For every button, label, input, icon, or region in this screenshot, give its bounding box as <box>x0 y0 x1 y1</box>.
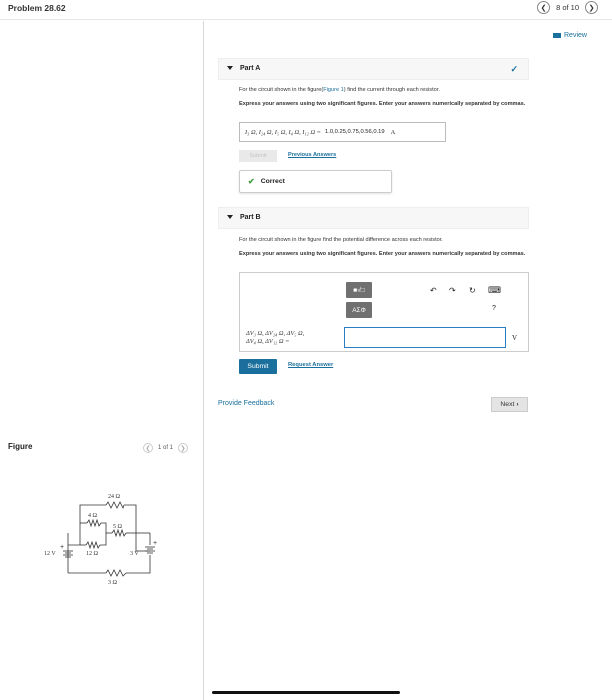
problem-navigation <box>537 1 598 14</box>
part-b-answer-label-line2: ΔV₄ Ω, ΔV₁₂ Ω = <box>246 338 290 345</box>
panel-divider <box>203 21 204 700</box>
part-b-answer-label <box>246 330 304 346</box>
reset-icon[interactable]: ↻ <box>469 286 476 295</box>
greek-symbols-button[interactable]: ΑΣΦ <box>346 302 372 318</box>
keyboard-icon[interactable]: ⌨ <box>488 285 501 295</box>
label-v3: 3 V <box>130 551 139 557</box>
checkmark-icon: ✓ <box>510 64 518 74</box>
request-answer-link[interactable]: Request Answer <box>288 362 334 368</box>
label-v12: 12 V <box>44 551 56 557</box>
help-icon[interactable]: ? <box>492 305 496 312</box>
part-b-submit-button[interactable]: Submit <box>239 359 277 374</box>
chevron-right-icon: › <box>516 401 519 408</box>
resistor-3 <box>106 570 126 576</box>
previous-problem-button[interactable] <box>537 1 550 14</box>
part-a-answer-unit: A <box>390 128 396 136</box>
review-icon <box>553 33 561 38</box>
part-a-header[interactable] <box>218 58 529 80</box>
circuit-diagram <box>40 487 170 587</box>
battery-3v <box>145 547 155 553</box>
resistor-24 <box>106 502 124 508</box>
wire <box>124 505 136 551</box>
next-button[interactable] <box>491 397 528 412</box>
provide-feedback-link[interactable]: Provide Feedback <box>218 400 275 407</box>
part-b-title: Part B <box>240 214 261 221</box>
chevron-left-icon: ❮ <box>145 445 151 452</box>
part-b-instruction: For the circuit shown in the figure find the potential difference across each resistor. <box>239 237 443 243</box>
caret-down-icon <box>227 215 233 219</box>
figure-next-button[interactable] <box>178 443 188 453</box>
next-problem-button[interactable] <box>585 1 598 14</box>
chevron-right-icon: ❯ <box>588 4 595 12</box>
chevron-left-icon: ❮ <box>540 4 547 12</box>
part-a-answer-label: I₃ Ω, I₂₄ Ω, I₅ Ω, I₄ Ω, I₁₂ Ω = <box>245 128 321 136</box>
chevron-right-icon: ❯ <box>180 445 186 452</box>
figure-prev-button[interactable] <box>143 443 153 453</box>
wire <box>100 533 106 545</box>
wire <box>126 555 150 573</box>
review-label: Review <box>564 32 587 39</box>
figure-title: Figure <box>8 442 33 451</box>
correct-feedback-box <box>239 170 392 193</box>
problem-title: Problem 28.62 <box>8 3 66 13</box>
label-r4: 4 Ω <box>88 513 97 519</box>
part-b-header[interactable] <box>218 207 529 229</box>
part-a-title: Part A <box>240 65 261 72</box>
label-r12: 12 Ω <box>86 551 98 557</box>
resistor-5 <box>112 530 126 536</box>
caret-down-icon <box>227 66 233 70</box>
wire <box>101 523 106 533</box>
resistor-4 <box>87 520 101 526</box>
figure-count: 1 of 1 <box>158 445 174 451</box>
part-a-answer-value: 1.0,0.25,0.75,0.56,0.19 <box>324 129 385 135</box>
label-r3: 3 Ω <box>108 580 117 586</box>
part-b-answer-editor <box>239 272 529 352</box>
part-a-answer-box <box>239 122 446 142</box>
label-r24: 24 Ω <box>108 494 120 500</box>
next-label: Next <box>500 401 515 408</box>
part-a-instruction-pre: For the circuit shown in the figure( <box>239 87 324 93</box>
previous-answers-link[interactable]: Previous Answers <box>288 152 337 158</box>
label-r5: 5 Ω <box>113 524 122 530</box>
templates-button[interactable]: ■√□ <box>346 282 372 298</box>
part-b-answer-unit: V <box>512 334 518 342</box>
page-count: 8 of 10 <box>556 3 579 12</box>
review-link[interactable] <box>553 32 587 39</box>
part-b-emphasis: Express your answers using two significant figures. Enter your answers numerically separated by commas. <box>239 251 526 257</box>
part-a-instruction <box>239 86 440 94</box>
figure-link[interactable]: Figure 1 <box>323 87 344 93</box>
wire <box>68 533 80 545</box>
plus-sign-12v: + <box>60 544 65 551</box>
figure-navigation <box>143 443 188 453</box>
correct-label: Correct <box>260 178 285 185</box>
part-a-emphasis: Express your answers using two significant figures. Enter your answers numerically separated by commas. <box>239 101 526 107</box>
redo-icon[interactable]: ↷ <box>449 286 456 295</box>
part-b-answer-label-line1: ΔV₃ Ω, ΔV₂₄ Ω, ΔV₅ Ω, <box>246 330 305 337</box>
check-icon: ✔ <box>248 177 255 186</box>
top-bar <box>0 0 612 20</box>
home-indicator <box>212 691 400 694</box>
undo-icon[interactable]: ↶ <box>430 286 437 295</box>
part-a-submit-button: Submit <box>239 150 277 162</box>
resistor-12 <box>86 542 100 548</box>
part-a-instruction-post: ) find the current through each resistor. <box>343 87 440 93</box>
part-b-answer-input[interactable] <box>344 327 506 348</box>
plus-sign-3v: + <box>153 540 158 547</box>
